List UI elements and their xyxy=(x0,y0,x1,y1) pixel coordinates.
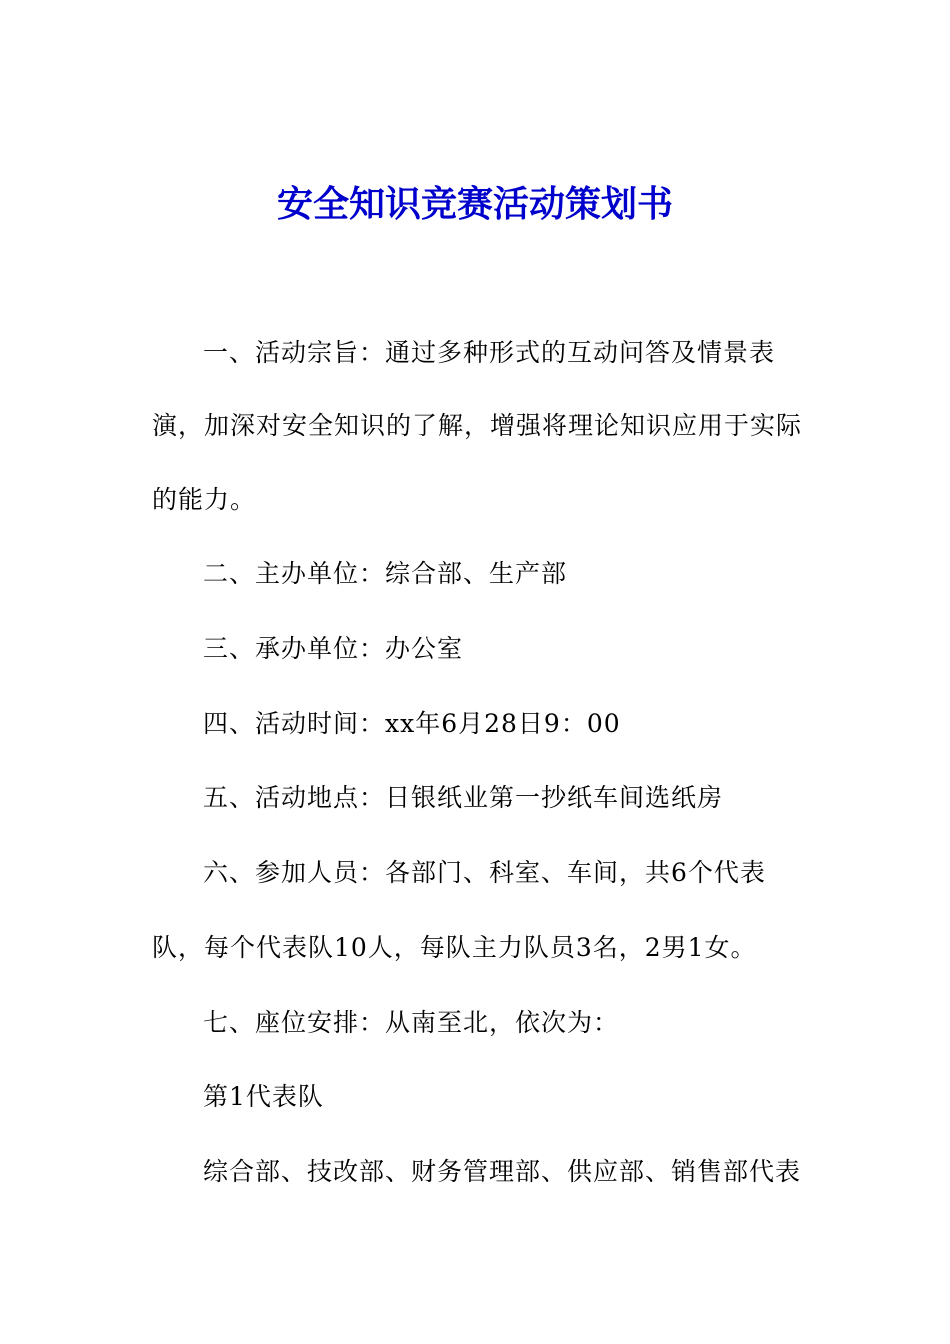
participants-line-2: 队，每个代表队10人，每队主力队员3名，2男1女。 xyxy=(152,933,757,962)
participants-line-1: 六、参加人员：各部门、科室、车间，共6个代表 xyxy=(203,858,766,887)
seating-line: 七、座位安排：从南至北，依次为： xyxy=(203,1008,620,1037)
time-line: 四、活动时间：xx年6月28日9：00 xyxy=(203,709,621,738)
purpose-line-2: 演，加深对安全知识的了解，增强将理论知识应用于实际 xyxy=(152,411,803,440)
team-1-members-line: 综合部、技改部、财务管理部、供应部、销售部代表 xyxy=(203,1157,802,1186)
team-1-line: 第1代表队 xyxy=(203,1082,324,1111)
document-title: 安全知识竞赛活动策划书 xyxy=(276,183,673,225)
location-line: 五、活动地点：日银纸业第一抄纸车间选纸房 xyxy=(203,783,724,812)
undertaker-line: 三、承办单位：办公室 xyxy=(203,634,464,663)
organizer-line: 二、主办单位：综合部、生产部 xyxy=(203,559,568,588)
purpose-line-3: 的能力。 xyxy=(152,485,257,514)
purpose-line-1: 一、活动宗旨：通过多种形式的互动问答及情景表 xyxy=(203,338,776,367)
